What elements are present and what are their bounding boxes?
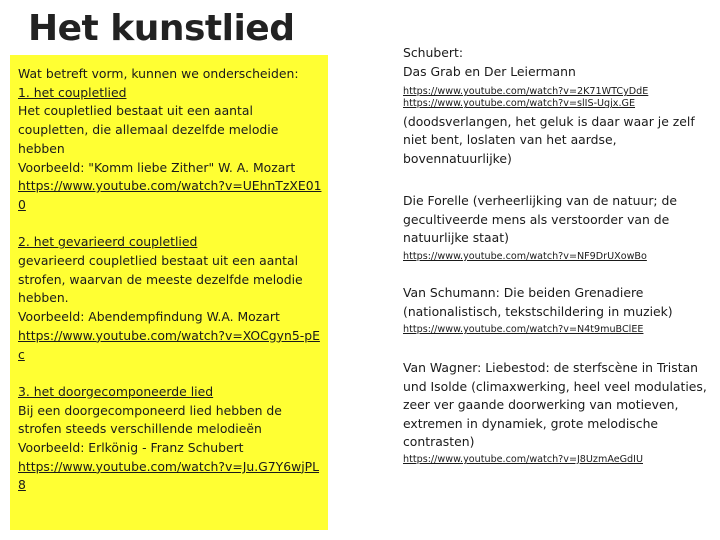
song-forms-box [10,55,328,530]
forelle-video-link[interactable]: https://www.youtube.com/watch?v=NF9DrUXowBo [403,250,647,262]
grenadiere-video-link[interactable]: https://www.youtube.com/watch?v=N4t9muBClEE [403,324,644,336]
doorgecomponeerd-description: Bij een doorgecomponeerd lied hebben de strofen steeds verschillende melodieën [18,402,282,437]
schubert-label: Schubert: [403,45,463,60]
schubert-block [403,44,713,168]
leiermann-video-link[interactable]: https://www.youtube.com/watch?v=slIS-Ugjx.GE [403,98,636,110]
slide-title: Het kunstlied [28,8,295,49]
doorgecomponeerd-example: Voorbeeld: Erlkönig - Franz Schubert [18,440,244,456]
schubert-songs: Das Grab en Der Leiermann [403,63,576,79]
grenadiere-description: Van Schumann: Die beiden Grenadiere (nationalistisch, tekstschildering in muziek) [403,285,673,319]
grenadiere-block [403,284,713,336]
coupletlied-description: Het coupletlied bestaat uit een aantal coupletten, die allemaal dezelfde melodie hebben [18,103,279,156]
coupletlied-heading: 1. het coupletlied [18,84,127,100]
coupletlied-example: Voorbeeld: "Komm liebe Zither" W. A. Mozart [18,159,296,175]
liebestod-block [403,359,713,466]
gevarieerd-example: Voorbeeld: Abendempfindung W.A. Mozart [18,309,280,325]
schubert-description: (doodsverlangen, het geluk is daar waar je zelf niet bent, loslaten van het aardse, bovennatuurlijke) [403,113,695,166]
doorgecomponeerd-heading: 3. het doorgecomponeerde lied [18,383,214,399]
doorgecomponeerd-video-link[interactable]: https://www.youtube.com/watch?v=Ju.G7Y6wjPL8 [18,458,320,493]
gevarieerd-heading: 2. het gevarieerd coupletlied [18,234,198,250]
liebestod-video-link[interactable]: https://www.youtube.com/watch?v=J8UzmAeGdIU [403,453,643,465]
gevarieerd-video-link[interactable]: https://www.youtube.com/watch?v=XOCgyn5-pEc [18,327,320,362]
intro-text: Wat betreft vorm, kunnen we onderscheiden: [18,66,299,81]
forelle-description: Die Forelle (verheerlijking van de natuur; de gecultiveerde mens als verstoorder van de natuurlijke staat) [403,193,678,246]
gevarieerd-description: gevarieerd coupletlied bestaat uit een aantal strofen, waarvan de meeste dezelfde melodie hebben. [18,253,303,306]
forelle-block [403,192,713,263]
grab-video-link[interactable]: https://www.youtube.com/watch?v=2K71WTCyDdE [403,86,649,98]
coupletlied-video-link[interactable]: https://www.youtube.com/watch?v=UEhnTzXE010 [18,178,322,212]
liebestod-description: Van Wagner: Liebestod: de sterfscène in Tristan und Isolde (climaxwerking, heel veel modulaties, zeer ver gaande doorwerking van motieven, extremen in dynamiek, grote melodische contrasten) [403,360,707,450]
